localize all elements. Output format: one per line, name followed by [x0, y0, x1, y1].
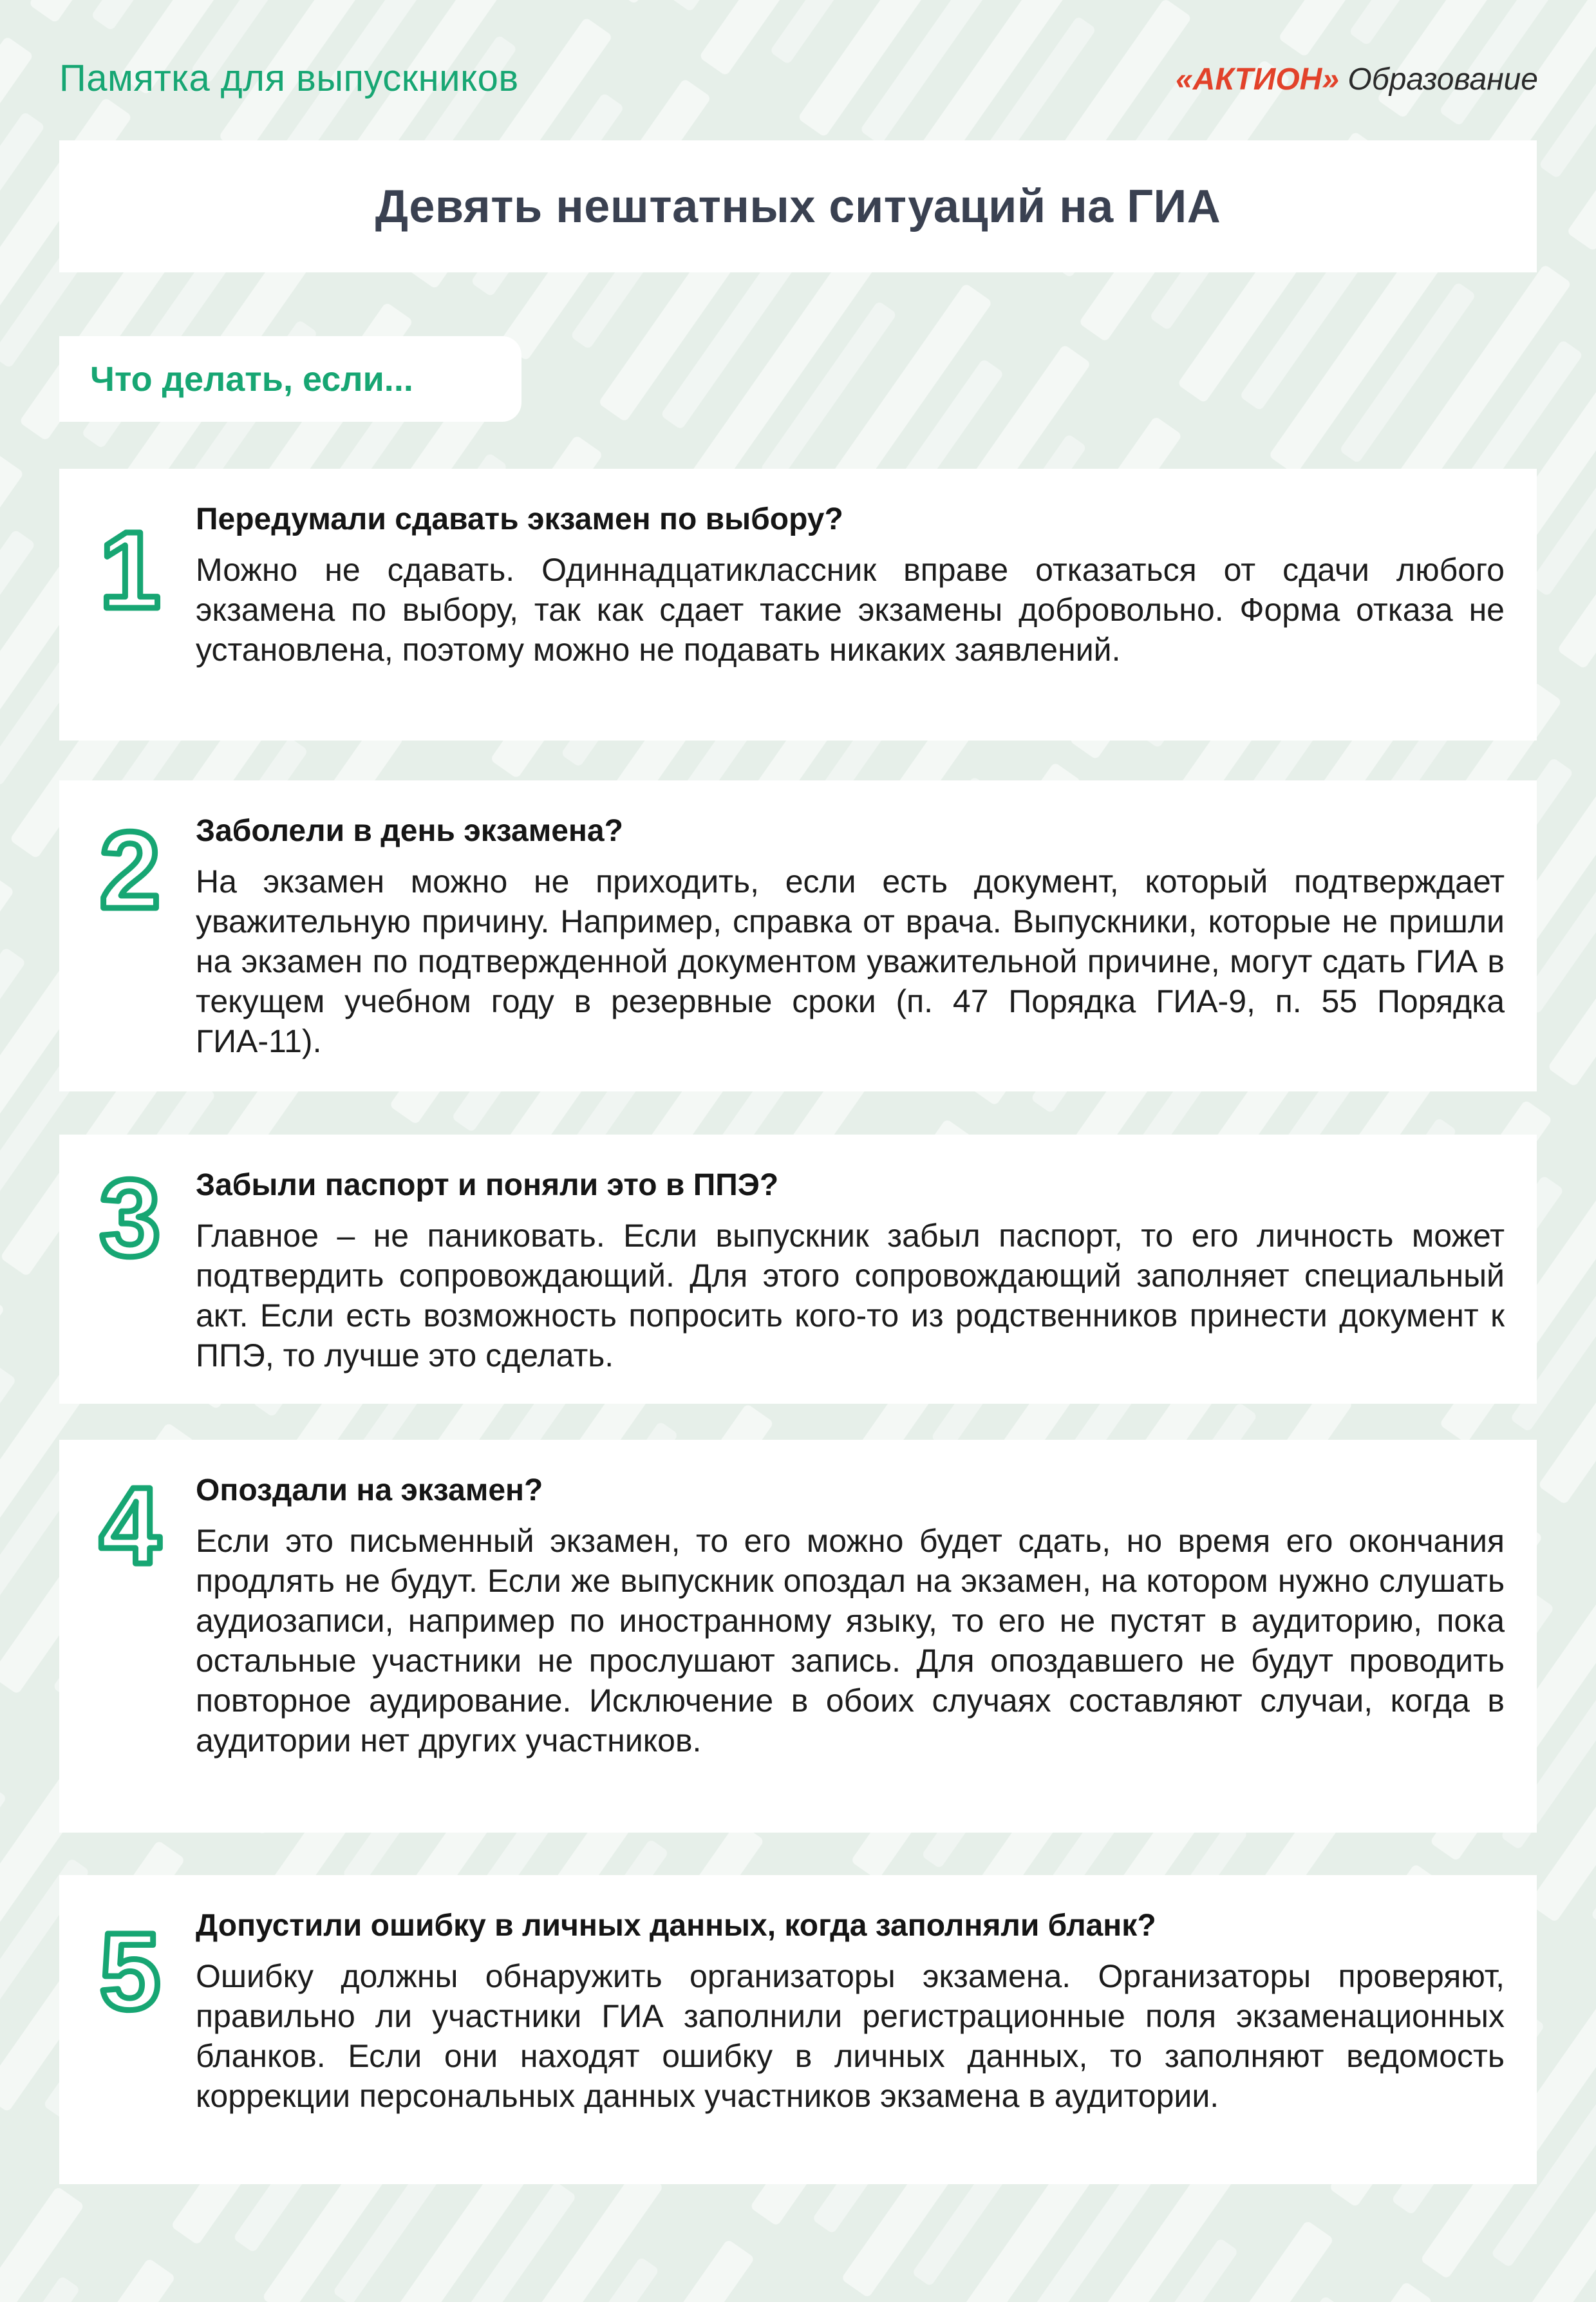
number-4: 4 — [99, 1467, 161, 1587]
title-banner — [59, 140, 1537, 272]
number-3: 3 — [99, 1159, 161, 1279]
brand-suffix: Образование — [1347, 62, 1538, 97]
number-5-icon — [88, 1912, 172, 2035]
situation-card-3 — [59, 1135, 1537, 1404]
brand-name: «АКТИОН» — [1176, 62, 1340, 97]
answer-1: Можно не сдавать. Одиннадцатиклассник вправе отказаться от сдачи любого экзамена по выбору, так как сдает такие экзамены добровольно. Форма отказа не установлена, поэтому можно не подавать никаких заявлений. — [196, 552, 1505, 668]
number-2-icon — [88, 811, 172, 934]
question-5: Допустили ошибку в личных данных, когда заполняли бланк? — [196, 1909, 1156, 1943]
number-5: 5 — [99, 1912, 161, 2033]
situation-card-4 — [59, 1440, 1537, 1833]
question-2: Заболели в день экзамена? — [196, 814, 623, 848]
situation-card-1 — [59, 469, 1537, 741]
question-3: Забыли паспорт и поняли это в ППЭ? — [196, 1168, 779, 1202]
answer-3: Главное – не паниковать. Если выпускник забыл паспорт, то его личность может подтвердить сопровождающий. Для этого сопровождающий заполняет специальный акт. Если есть возможность попросить кого-то из родственников принести документ к ППЭ, то лучше это сделать. — [196, 1218, 1505, 1373]
answer-5: Ошибку должны обнаружить организаторы экзамена. Организаторы проверяют, правильно ли участники ГИА заполнили регистрационные поля экзаменационных бланков. Если они находят ошибку в личных данных, то заполняют ведомость коррекции персональных данных участников экзамена в аудитории. — [196, 1958, 1505, 2114]
page-title: Девять нештатных ситуаций на ГИА — [375, 180, 1221, 232]
number-3-icon — [88, 1159, 172, 1281]
situation-card-5 — [59, 1875, 1537, 2184]
number-1-icon — [88, 511, 172, 634]
number-4-icon — [88, 1467, 172, 1589]
brand-logo — [1176, 62, 1538, 97]
header-title: Памятка для выпускников — [59, 57, 519, 99]
answer-4: Если это письменный экзамен, то его можно будет сдать, но время его окончания продлять не будут. Если же выпускник опоздал на экзамен, на котором нужно слушать аудиозаписи, например по иностранному языку, то его не пустят в аудиторию, пока остальные участники не прослушают запись. Для опоздавшего не будут проводить повторное аудирование. Исключение в обоих случаях составляют случаи, когда в аудитории нет других участников. — [196, 1523, 1505, 1759]
question-4: Опоздали на экзамен? — [196, 1473, 543, 1507]
answer-2: На экзамен можно не приходить, если есть документ, который подтверждает уважительную причину. Например, справка от врача. Выпускники, которые не пришли на экзамен по подтвержденной документом уважительной причине, могут сдать ГИА в текущем учебном году в резервные сроки (п. 47 Порядка ГИА-9, п. 55 Порядка ГИА-11). — [196, 863, 1505, 1059]
question-1: Передумали сдавать экзамен по выбору? — [196, 502, 843, 536]
subtitle-tab — [59, 336, 521, 422]
situation-card-2 — [59, 780, 1537, 1091]
number-2: 2 — [99, 811, 161, 932]
page-subtitle: Что делать, если... — [90, 359, 413, 399]
number-1: 1 — [99, 511, 161, 632]
